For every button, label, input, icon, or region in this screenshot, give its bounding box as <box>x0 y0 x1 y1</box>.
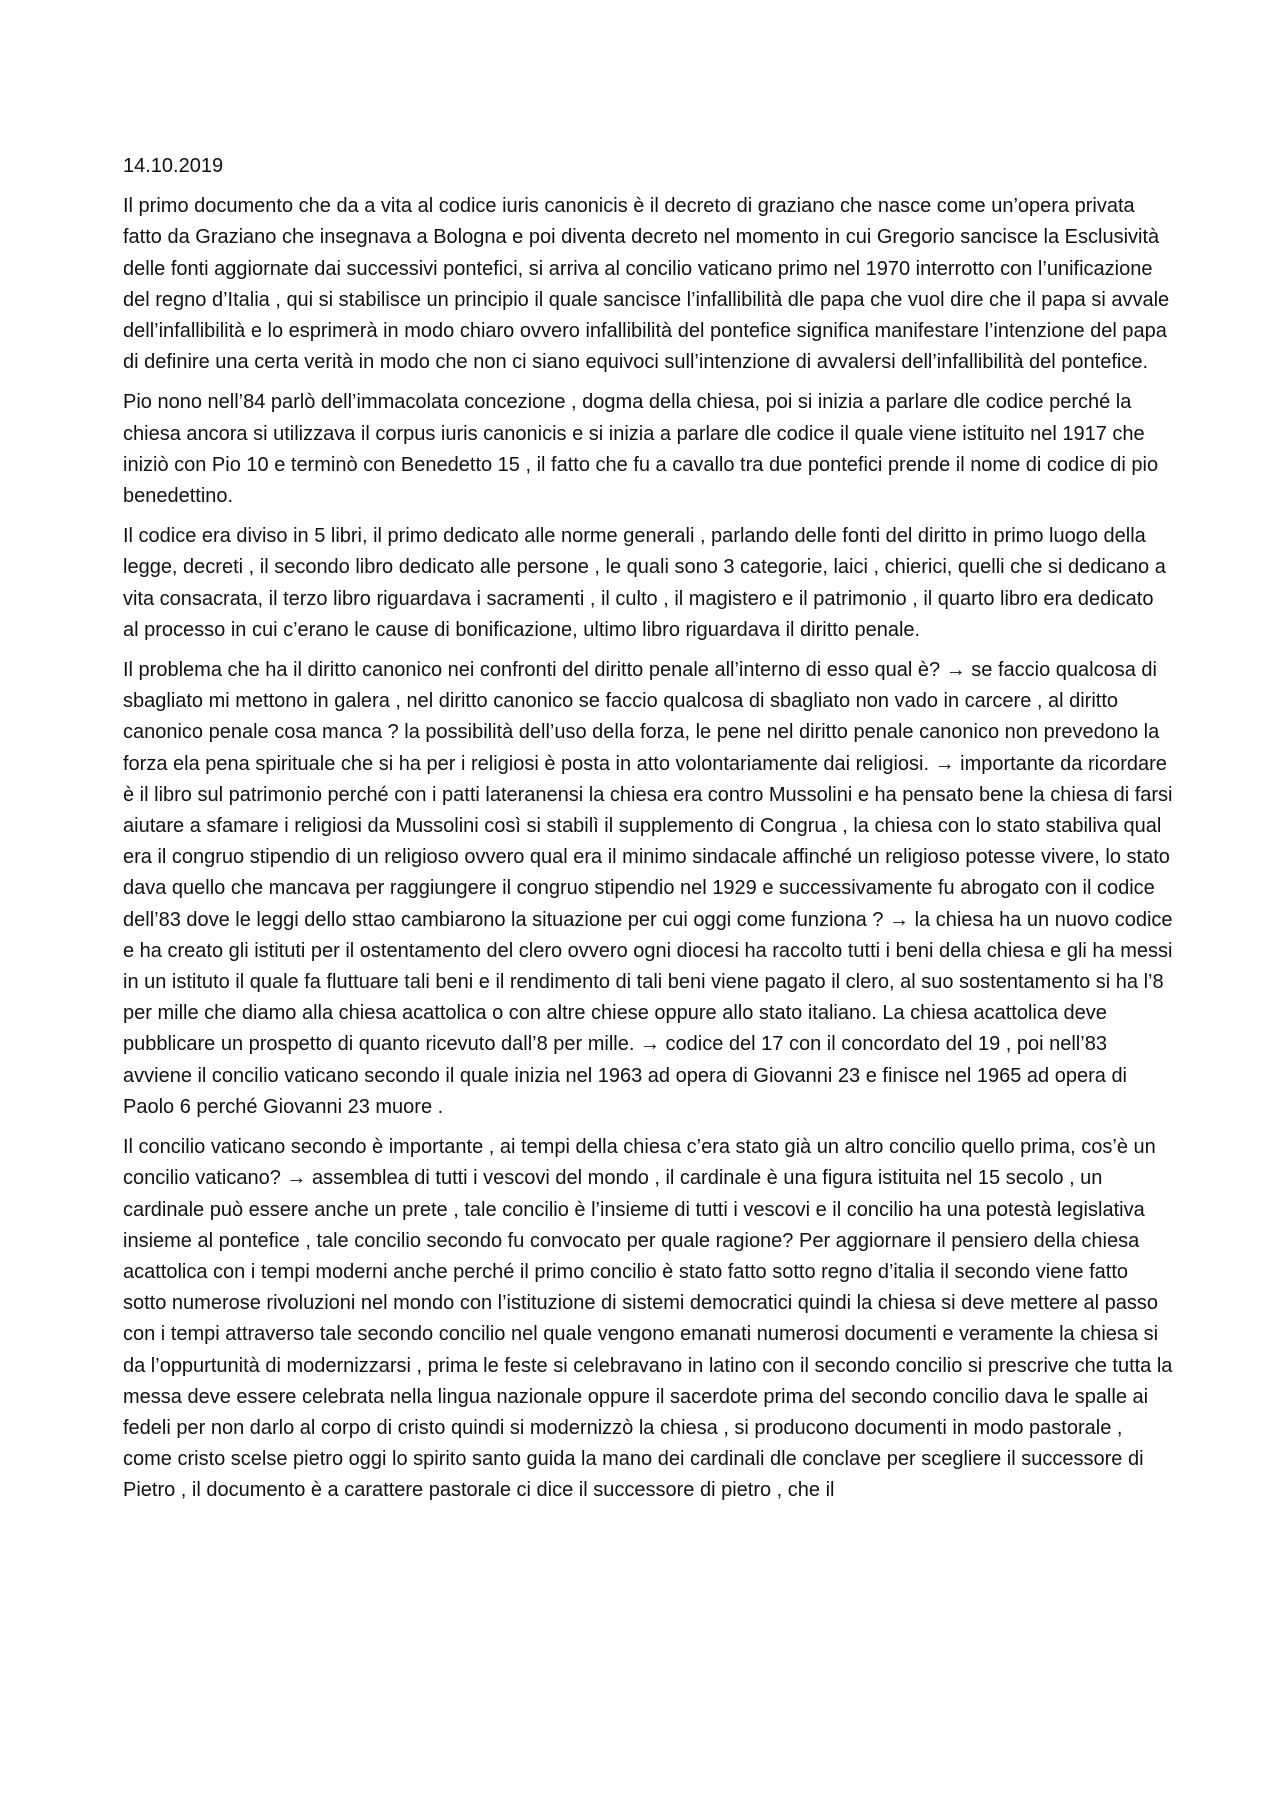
document-date: 14.10.2019 <box>123 155 224 177</box>
paragraph-concilio-vaticano-secondo: Il concilio vaticano secondo è importante , ai tempi della chiesa c’era stato già un altro concilio quello prima, cos’è un concilio vaticano? → assemblea di tutti i vescovi del mondo , il cardinale è una figura istituita nel 15 secolo , un cardinale può essere anche un prete , tale concilio è l’insieme di tutti i vescovi e il concilio ha una potestà legislativa insieme al pontefice , tale concilio secondo fu convocato per quale ragione? Per aggiornare il pensiero della chiesa acattolica con i tempi moderni anche perché il primo concilio è stato fatto sotto regno d’italia il secondo viene fatto sotto numerose rivoluzioni nel mondo con l’istituzione di sistemi democratici quindi la chiesa si deve mettere al passo con i tempi attraverso tale secondo concilio nel quale vengono emanati numerosi documenti e veramente la chiesa si da l’oppurtunità di modernizzarsi , prima le feste si celebravano in latino con il secondo concilio si prescrive che tutta la messa deve essere celebrata nella lingua nazionale oppure il sacerdote prima del secondo concilio dava le spalle ai fedeli per non darlo al corpo di cristo quindi si modernizzò la chiesa , si producono documenti in modo pastorale , come cristo scelse pietro oggi lo spirito santo guida la mano dei cardinali dle conclave per scegliere il successore di Pietro , il documento è a carattere pastorale ci dice il successore di pietro , che il <box>123 1136 1173 1502</box>
paragraph-codice-libri: Il codice era diviso in 5 libri, il primo dedicato alle norme generali , parlando delle fonti del diritto in primo luogo della legge, decreti , il secondo libro dedicato alle persone , le quali sono 3 categorie, laici , chierici, quelli che si dedicano a vita consacrata, il terzo libro riguardava i sacramenti , il culto , il magistero e il patrimonio , il quarto libro era dedicato al processo in cui c’erano le cause di bonificazione, ultimo libro riguardava il diritto penale. <box>123 525 1166 641</box>
paragraph-decreto-graziano: Il primo documento che da a vita al codice iuris canonicis è il decreto di graziano che nasce come un’opera privata fatto da Graziano che insegnava a Bologna e poi diventa decreto nel momento in cui Gregorio sancisce la Esclusività delle fonti aggiornate dai successivi pontefici, si arriva al concilio vaticano primo nel 1970 interrotto con l’unificazione del regno d’Italia , qui si stabilisce un principio il quale sancisce l’infallibilità dle papa che vuol dire che il papa si avvale dell’infallibilità e lo esprimerà in modo chiaro ovvero infallibilità del pontefice significa manifestare l’intenzione del papa di definire una certa verità in modo che non ci siano equivoci sull’intenzione di avvalersi dell’infallibilità del pontefice. <box>123 195 1170 374</box>
paragraph-pio-nono: Pio nono nell’84 parlò dell’immacolata concezione , dogma della chiesa, poi si inizia a parlare dle codice perché la chiesa ancora si utilizzava il corpus iuris canonicis e si inizia a parlare dle codice il quale viene istituito nel 1917 che iniziò con Pio 10 e terminò con Benedetto 15 , il fatto che fu a cavallo tra due pontefici prende il nome di codice di pio benedettino. <box>123 391 1159 508</box>
paragraph-diritto-penale: Il problema che ha il diritto canonico nei confronti del diritto penale all’interno di esso qual è? → se faccio qualcosa di sbagliato mi mettono in galera , nel diritto canonico se faccio qualcosa di sbagliato non vado in carcere , al diritto canonico penale cosa manca ? la possibilità dell’uso della forza, le pene nel diritto penale canonico non prevedono la forza ela pena spirituale che si ha per i religiosi è posta in atto volontariamente dai religiosi. → importante da ricordare è il libro sul patrimonio perché con i patti lateranensi la chiesa era contro Mussolini e ha pensato bene la chiesa di farsi aiutare a sfamare i religiosi da Mussolini così si stabilì il supplemento di Congrua , la chiesa con lo stato stabiliva qual era il congruo stipendio di un religioso ovvero qual era il minimo sindacale affinché un religioso potesse vivere, lo stato dava quello che mancava per raggiungere il congruo stipendio nel 1929 e successivamente fu abrogato con il codice dell’83 dove le leggi dello sttao cambiarono la situazione per cui oggi come funziona ? → la chiesa ha un nuovo codice e ha creato gli istituti per il ostentamento del clero ovvero ogni diocesi ha raccolto tutti i beni della chiesa e gli ha messi in un istituto il quale fa fluttuare tali beni e il rendimento di tali beni viene pagato il clero, al suo sostentamento si ha l’8 per mille che diamo alla chiesa acattolica o con altre chiese oppure allo stato italiano. La chiesa acattolica deve pubblicare un prospetto di quanto ricevuto dall’8 per mille. → codice del 17 con il concordato del 19 , poi nell’83 avviene il concilio vaticano secondo il quale inizia nel 1963 ad opera di Giovanni 23 e finisce nel 1965 ad opera di Paolo 6 perché Giovanni 23 muore . <box>123 659 1173 1118</box>
document-page <box>123 151 1173 1516</box>
